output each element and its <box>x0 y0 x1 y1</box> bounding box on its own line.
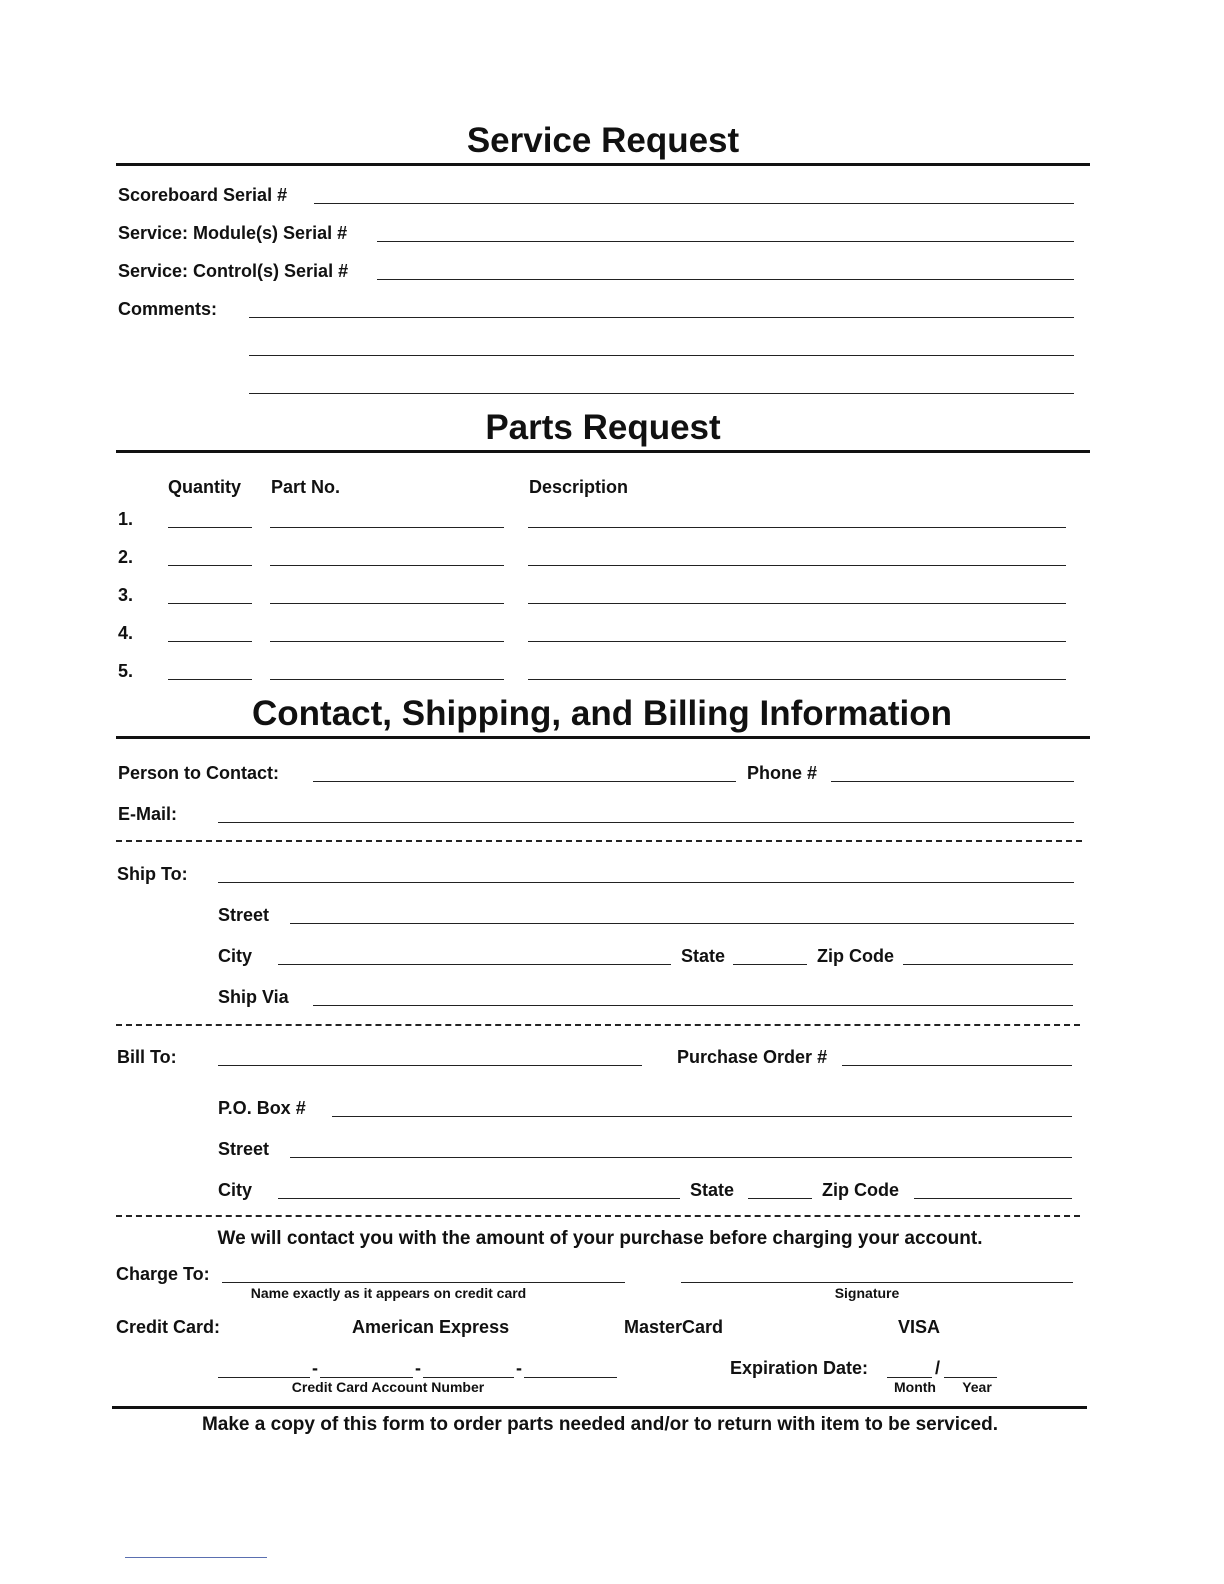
scoreboard-serial-label: Scoreboard Serial # <box>118 185 288 205</box>
person-contact-field[interactable] <box>313 781 736 782</box>
charge-to-name-field[interactable] <box>222 1282 625 1283</box>
ship-city-field[interactable] <box>278 964 671 965</box>
section-rule <box>116 736 1090 739</box>
expiration-year-field[interactable] <box>944 1377 997 1378</box>
contact-section-title: Contact, Shipping, and Billing Information <box>252 694 952 733</box>
ship-zip-label: Zip Code <box>817 946 894 966</box>
comments-field-line-2[interactable] <box>249 355 1074 356</box>
card-option-amex[interactable]: American Express <box>352 1317 510 1337</box>
part-no-field[interactable] <box>270 679 504 680</box>
section-rule <box>116 163 1090 166</box>
quantity-field[interactable] <box>168 603 252 604</box>
bill-state-field[interactable] <box>748 1198 812 1199</box>
bill-to-field[interactable] <box>218 1065 642 1066</box>
credit-card-label: Credit Card: <box>116 1317 221 1337</box>
bill-street-label: Street <box>218 1139 270 1159</box>
expiration-month-field[interactable] <box>887 1377 932 1378</box>
card-number-segment-1[interactable] <box>218 1377 310 1378</box>
ship-street-field[interactable] <box>290 923 1074 924</box>
dashed-divider <box>116 1024 1080 1026</box>
dashed-divider <box>116 1215 1080 1217</box>
description-field[interactable] <box>528 641 1066 642</box>
description-field[interactable] <box>528 527 1066 528</box>
signature-field[interactable] <box>681 1282 1073 1283</box>
quantity-field[interactable] <box>168 527 252 528</box>
part-no-field[interactable] <box>270 527 504 528</box>
bill-city-field[interactable] <box>278 1198 680 1199</box>
bill-zip-field[interactable] <box>914 1198 1072 1199</box>
year-caption: Year <box>962 1379 992 1395</box>
name-caption: Name exactly as it appears on credit card <box>250 1285 527 1301</box>
ship-street-label: Street <box>218 905 270 925</box>
card-number-segment-2[interactable] <box>320 1377 413 1378</box>
parts-request-title: Parts Request <box>485 408 721 447</box>
bill-to-label: Bill To: <box>117 1047 177 1067</box>
comments-label: Comments: <box>118 299 218 319</box>
description-field[interactable] <box>528 603 1066 604</box>
module-serial-field[interactable] <box>377 241 1074 242</box>
bill-street-field[interactable] <box>290 1157 1072 1158</box>
quantity-field[interactable] <box>168 641 252 642</box>
part-row-number: 5. <box>118 661 134 681</box>
quantity-header: Quantity <box>168 477 242 497</box>
expiration-label: Expiration Date: <box>730 1358 869 1378</box>
description-field[interactable] <box>528 679 1066 680</box>
dashed-divider <box>116 840 1082 842</box>
card-number-segment-3[interactable] <box>423 1377 514 1378</box>
ship-via-label: Ship Via <box>218 987 289 1007</box>
scan-artifact-line <box>125 1557 267 1558</box>
charge-to-label: Charge To: <box>116 1264 210 1284</box>
part-row-number: 4. <box>118 623 134 643</box>
po-box-field[interactable] <box>332 1116 1072 1117</box>
part-no-field[interactable] <box>270 641 504 642</box>
ship-to-label: Ship To: <box>117 864 188 884</box>
ship-to-field[interactable] <box>218 882 1074 883</box>
part-no-field[interactable] <box>270 603 504 604</box>
signature-caption: Signature <box>834 1285 900 1301</box>
ship-via-field[interactable] <box>313 1005 1073 1006</box>
ship-city-label: City <box>218 946 253 966</box>
po-box-label: P.O. Box # <box>218 1098 306 1118</box>
ship-state-field[interactable] <box>733 964 807 965</box>
purchase-order-field[interactable] <box>842 1065 1072 1066</box>
control-serial-field[interactable] <box>377 279 1074 280</box>
email-field[interactable] <box>218 822 1074 823</box>
description-field[interactable] <box>528 565 1066 566</box>
footer-note: Make a copy of this form to order parts needed and/or to return with item to be serviced. <box>201 1414 999 1435</box>
purchase-order-label: Purchase Order # <box>677 1047 828 1067</box>
expiration-slash: / <box>935 1358 941 1378</box>
control-serial-label: Service: Control(s) Serial # <box>118 261 349 281</box>
comments-field-line-3[interactable] <box>249 393 1074 394</box>
bill-zip-label: Zip Code <box>822 1180 899 1200</box>
ship-zip-field[interactable] <box>903 964 1073 965</box>
card-number-separator: - <box>415 1358 421 1378</box>
comments-field-line-1[interactable] <box>249 317 1074 318</box>
card-number-segment-4[interactable] <box>524 1377 617 1378</box>
part-no-field[interactable] <box>270 565 504 566</box>
card-number-separator: - <box>516 1358 522 1378</box>
part-row-number: 1. <box>118 509 134 529</box>
contact-notice: We will contact you with the amount of your purchase before charging your account. <box>217 1228 983 1249</box>
part-no-header: Part No. <box>271 477 341 497</box>
bill-city-label: City <box>218 1180 253 1200</box>
card-number-separator: - <box>312 1358 318 1378</box>
part-row-number: 2. <box>118 547 134 567</box>
ship-state-label: State <box>681 946 726 966</box>
account-number-caption: Credit Card Account Number <box>291 1379 485 1395</box>
service-request-title: Service Request <box>466 121 740 160</box>
phone-label: Phone # <box>747 763 818 783</box>
quantity-field[interactable] <box>168 679 252 680</box>
month-caption: Month <box>894 1379 936 1395</box>
person-contact-label: Person to Contact: <box>118 763 280 783</box>
part-row-number: 3. <box>118 585 134 605</box>
description-header: Description <box>529 477 629 497</box>
footer-rule <box>112 1406 1087 1409</box>
email-label: E-Mail: <box>118 804 178 824</box>
scoreboard-serial-field[interactable] <box>314 203 1074 204</box>
section-rule <box>116 450 1090 453</box>
phone-field[interactable] <box>831 781 1074 782</box>
module-serial-label: Service: Module(s) Serial # <box>118 223 348 243</box>
bill-state-label: State <box>690 1180 735 1200</box>
card-option-mastercard[interactable]: MasterCard <box>624 1317 724 1337</box>
quantity-field[interactable] <box>168 565 252 566</box>
card-option-visa[interactable]: VISA <box>898 1317 941 1337</box>
